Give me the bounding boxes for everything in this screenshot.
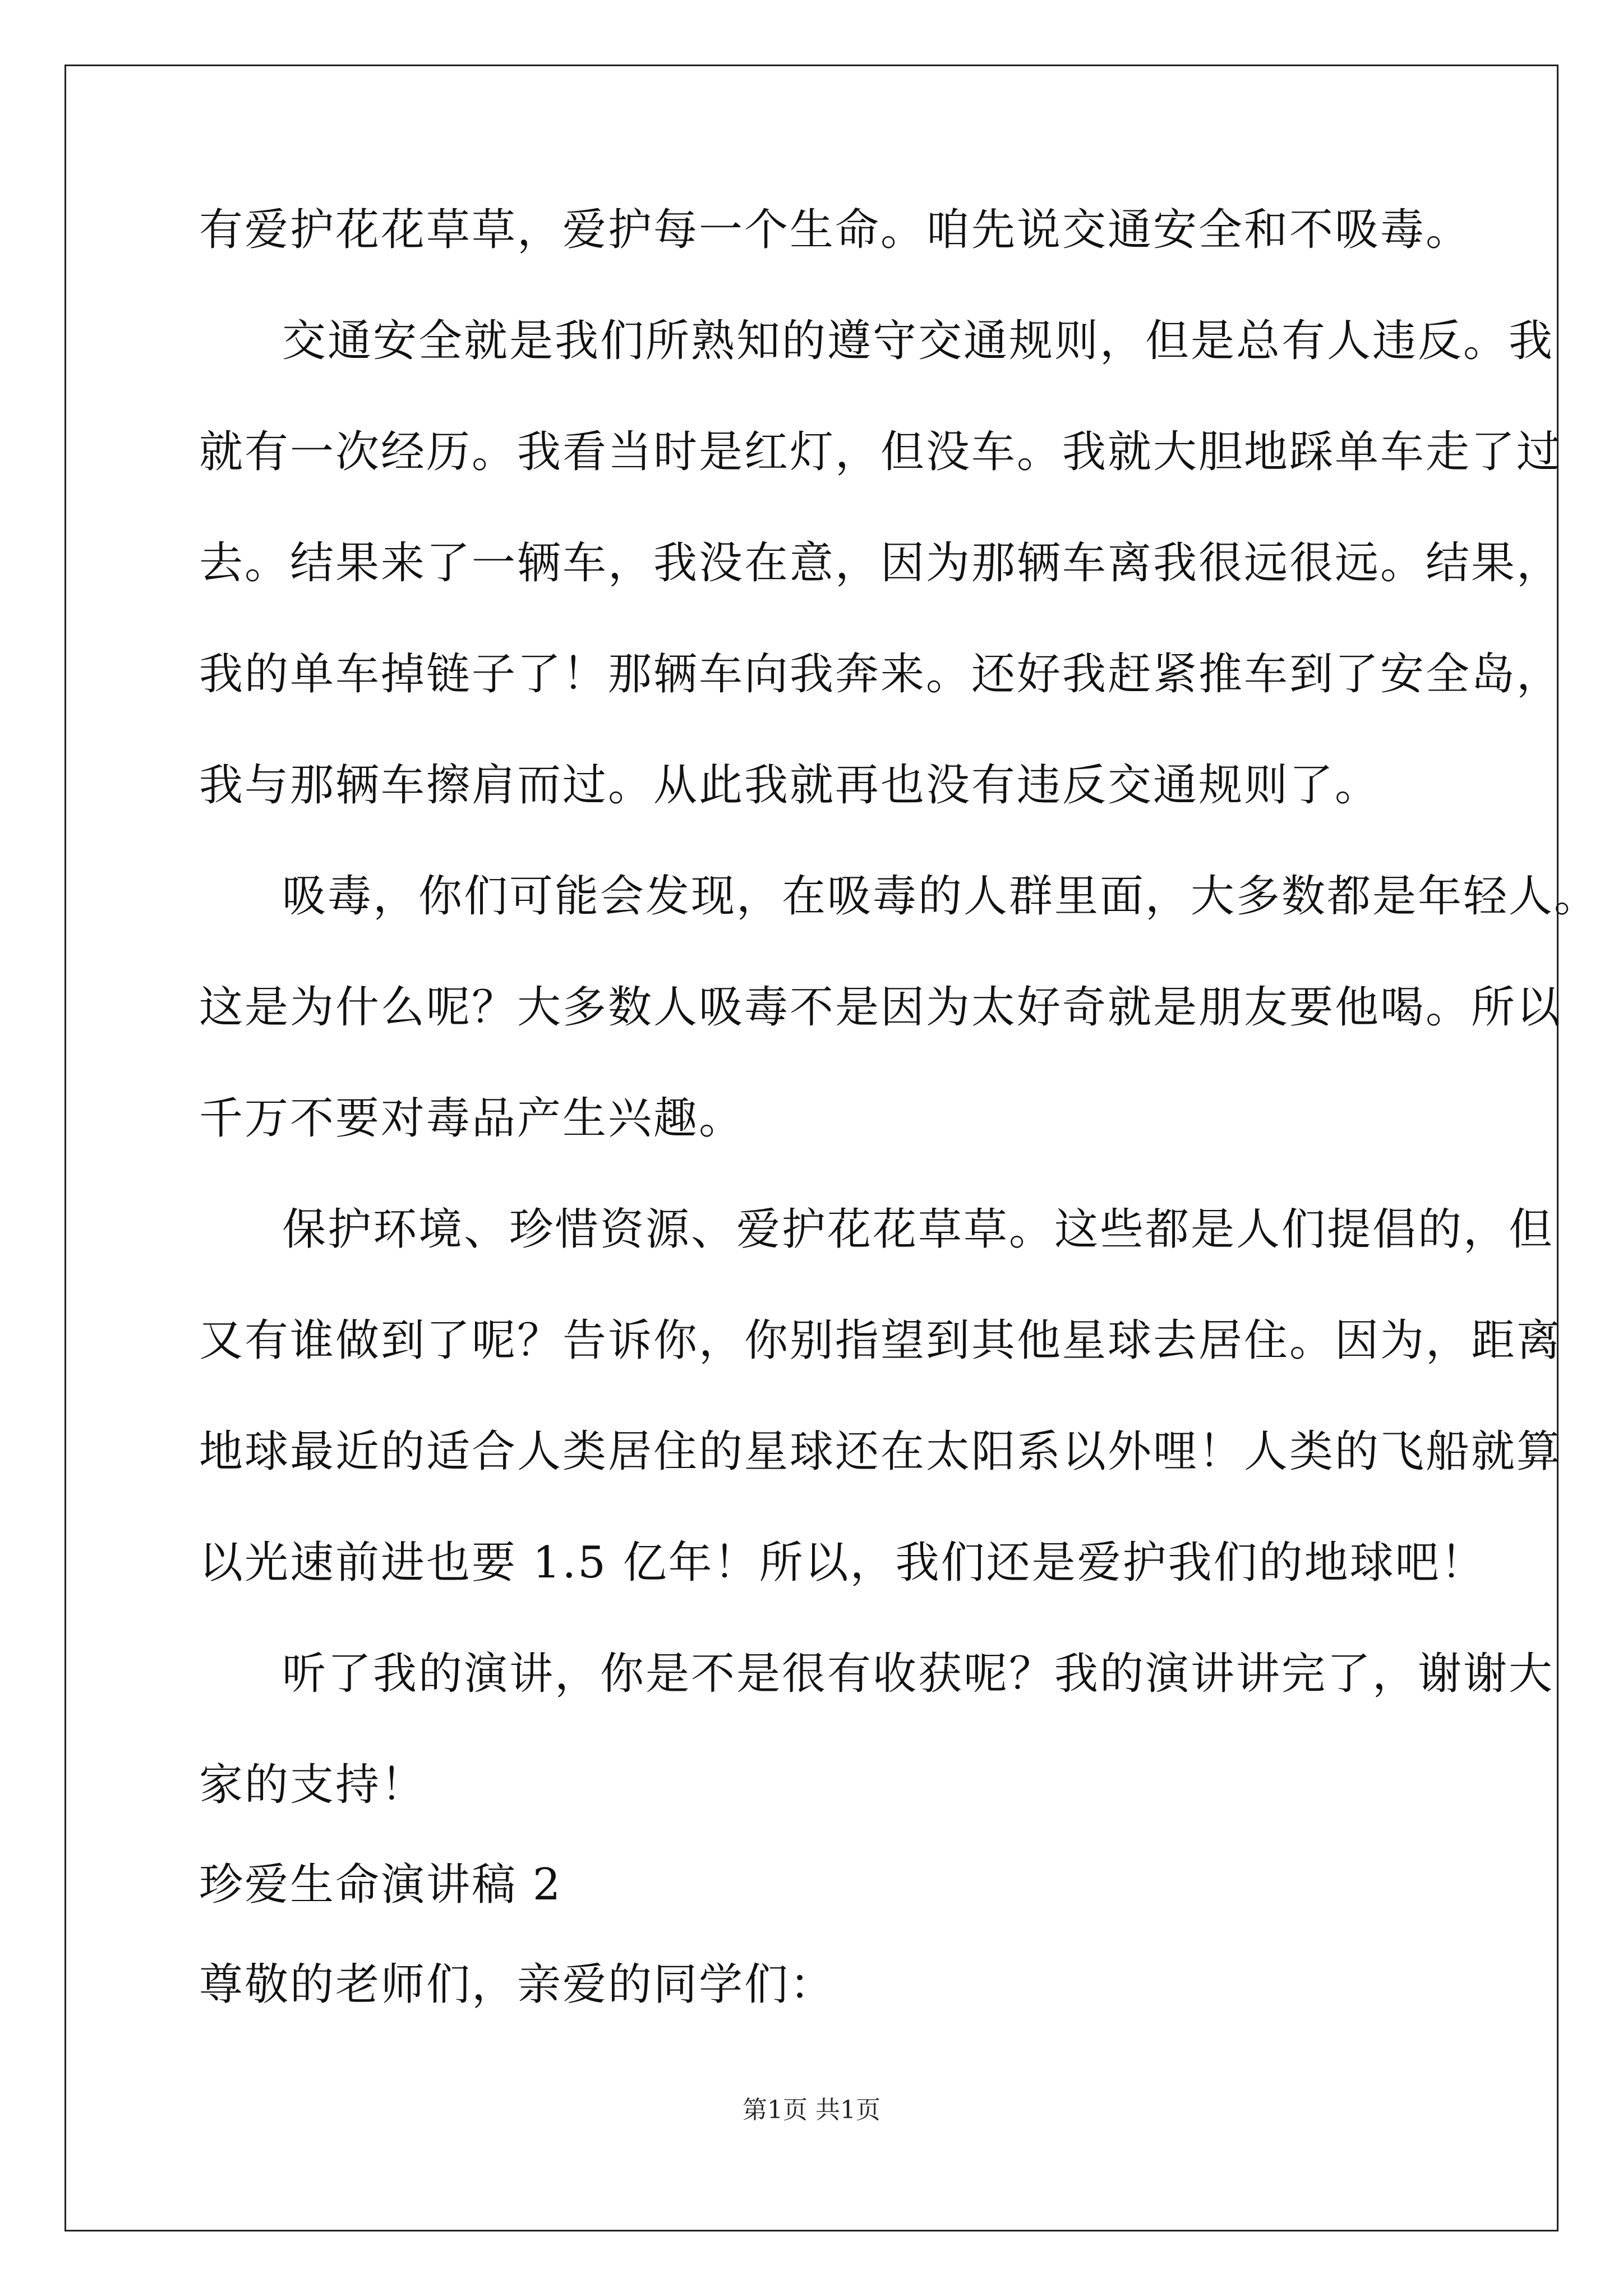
text-line: 地球最近的适合人类居住的星球还在太阳系以外哩！人类的飞船就算 — [199, 1427, 1562, 1477]
page-footer: 第1页 共1页 — [743, 2096, 880, 2124]
text-line: 我与那辆车擦肩而过。从此我就再也没有违反交通规则了。 — [199, 760, 1381, 811]
paragraph-start-line: 吸毒，你们可能会发现，在吸毒的人群里面，大多数都是年轻人。 — [282, 871, 1600, 922]
text-line: 千万不要对毒品产生兴趣。 — [199, 1093, 745, 1144]
text-line: 去。结果来了一辆车，我没在意，因为那辆车离我很远很远。结果， — [199, 538, 1562, 588]
paragraph-start-line: 听了我的演讲，你是不是很有收获呢？我的演讲讲完了，谢谢大 — [282, 1649, 1555, 1699]
salutation-line: 尊敬的老师们，亲爱的同学们： — [199, 1959, 836, 2010]
text-line: 又有谁做到了呢？告诉你，你别指望到其他星球去居住。因为，距离 — [199, 1315, 1562, 1366]
text-line: 这是为什么呢？大多数人吸毒不是因为太好奇就是朋友要他喝。所以 — [199, 982, 1562, 1033]
text-line: 以光速前进也要 1.5 亿年！所以，我们还是爱护我们的地球吧！ — [199, 1538, 1486, 1588]
section-title: 珍爱生命演讲稿 2 — [199, 1860, 562, 1910]
text-line: 我的单车掉链子了！那辆车向我奔来。还好我赶紧推车到了安全岛， — [199, 649, 1562, 700]
paragraph-start-line: 保护环境、珍惜资源、爱护花花草草。这些都是人们提倡的，但 — [282, 1204, 1555, 1255]
text-line: 有爱护花花草草，爱护每一个生命。咱先说交通安全和不吸毒。 — [199, 205, 1472, 255]
text-line: 家的支持！ — [199, 1760, 427, 1810]
paragraph-start-line: 交通安全就是我们所熟知的遵守交通规则，但是总有人违反。我 — [282, 316, 1555, 366]
text-line: 就有一次经历。我看当时是红灯，但没车。我就大胆地踩单车走了过 — [199, 427, 1562, 477]
